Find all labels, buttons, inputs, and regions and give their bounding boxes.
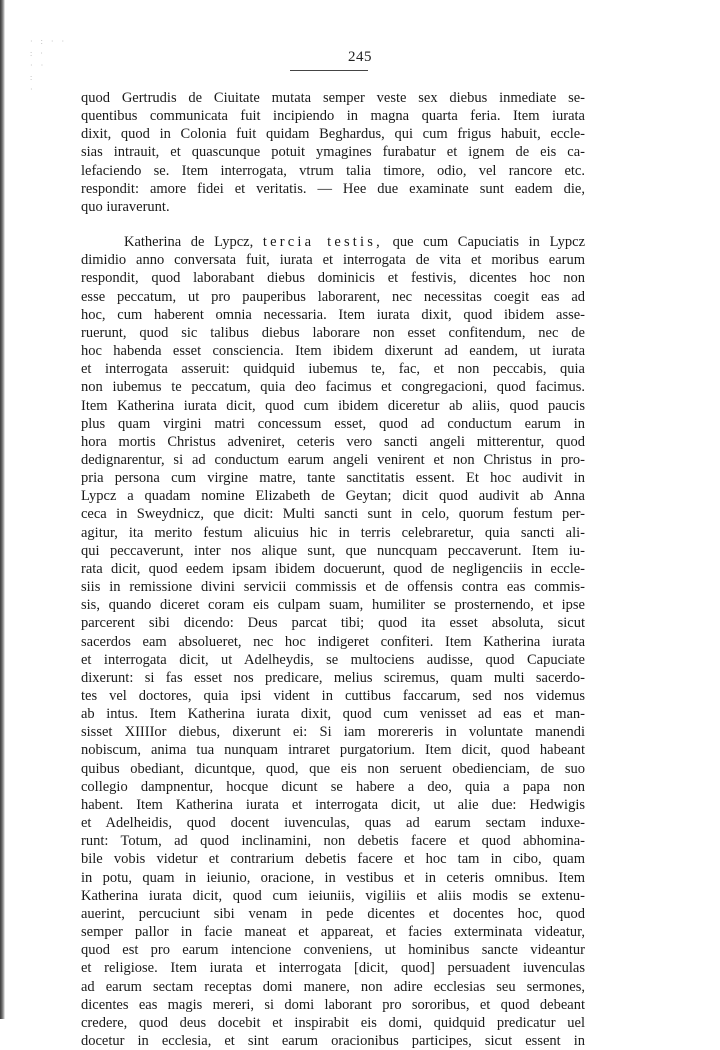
text-line: collegio dampnentur, hocque dicunt se habere a deo, quia a papa non <box>81 778 585 795</box>
text-line: quibus obediant, dicuntque, quod, que eis non seruent obedienciam, de suo <box>81 760 585 777</box>
text-line: hoc, cum haberent omnia necessaria. Item iurata dixit, quod ibidem asse- <box>81 306 585 323</box>
text-line: agitur, ita merito festum alicuius hic in terris celebraretur, quia sancti ali- <box>81 524 585 541</box>
text-line: credere, quod deus docebit et inspirabit eis domi, quidquid predicatur uel <box>81 1014 585 1031</box>
text-line: Katherina iurata dicit, quod cum ieiuniis, vigiliis et aliis modis se extenu- <box>81 887 585 904</box>
text-line: et interrogata asseruit: quidquid iubemus te, fac, et non peccabis, quia <box>81 361 585 378</box>
line-continuation: que cum Capuciatis in Lypcz <box>392 234 585 251</box>
text-line: hoc habenda esset consciencia. Item ibidem dixerunt ad eandem, ut iurata <box>81 343 585 360</box>
scan-edge-shadow <box>0 0 5 1019</box>
witness-designation: tercia testis, <box>262 234 383 251</box>
text-line: tes vel doctores, quia ipsi vident in cuttibus faccarum, sed nos videmus <box>81 688 585 704</box>
page-number: 245 <box>348 49 372 65</box>
text-line: Item Katherina iurata dicit, quod cum ibidem diceretur ab aliis, quod paucis <box>81 397 585 414</box>
text-line: rata dicit, quod eedem ipsam ibidem docuerunt, quod de negligenciis in eccle- <box>81 560 585 577</box>
text-line: hora mortis Christus adveniret, ceteris vero sancti angeli mitterentur, quod <box>81 433 585 450</box>
text-line: ab intus. Item Katherina iurata dixit, quod cum venisset ad eas et man- <box>81 706 585 723</box>
text-line: Lypcz a quadam nomine Elizabeth de Geytan; dicit quod audivit ab Anna <box>81 488 585 505</box>
text-line: parcerent sibi dicendo: Deus parcat tibi; quod ita esset absoluta, sicut <box>81 615 585 632</box>
text-line: sacerdos eam absolueret, nec hoc indigeret confiteri. Item Katherina iurata <box>81 633 585 650</box>
text-line: et religiose. Item iurata et interrogata [dicit, quod] persuadent iuvenculas <box>81 960 585 977</box>
paragraph-2 <box>81 233 585 1050</box>
witness-name: Katherina de Lypcz, <box>124 234 254 251</box>
text-line: et Adelheidis, quod docent iuvenculas, quas ad earum sectam induxe- <box>81 815 585 832</box>
text-line: semper pallor in facie maneat et appareat, et facies exterminata videatur, <box>81 924 585 941</box>
text-line: dixit, quod in Colonia fuit quidam Beghardus, qui cum frigus habuit, eccle- <box>81 126 585 143</box>
scan-noise-marks: · : · · : · · · : · <box>30 37 68 94</box>
text-line: dedignarentur, si ad conductum earum angeli venirent et non Christus in pro- <box>81 451 585 468</box>
body-text <box>81 89 585 1050</box>
text-line: sias intrauit, et quascunque potuit ymagines furabatur et ignem de eis ca- <box>81 144 585 161</box>
text-line: non iubemus te peccatum, quia deo facimus et congregacioni, quod facimus. <box>81 379 585 396</box>
text-line: plus quam virgini matri concessum esset, quod ad conductum earum in <box>81 415 585 432</box>
paragraph-1 <box>81 89 585 216</box>
text-line: quod est pro earum intencione conveniens, ut hominibus sancte videantur <box>81 942 585 959</box>
text-line: lefaciendo se. Item interrogata, vtrum talia timore, odio, vel rancore etc. <box>81 162 585 179</box>
text-line: siis in remissione divini servicii commissis et de offensis contra eas commis- <box>81 579 585 596</box>
text-line: ruerunt, quod sic talibus diebus laborare non esset confitendum, nec de <box>81 324 585 341</box>
text-line: dimidio anno conversata fuit, iurata et interrogata de vita et moribus earum <box>81 252 585 269</box>
text-line: ad earum sectam receptas domi manere, non adire ecclesias seu sermones, <box>81 978 585 995</box>
text-line: sis, quando diceret coram eis culpam suam, humiliter se prosternendo, et ipse <box>81 597 585 614</box>
text-line: respondit, quod laborabant diebus dominicis et festivis, dicentes hoc non <box>81 270 585 287</box>
text-line: in potu, quam in ieiunio, oracione, in vestibus et in ceteris omnibus. Item <box>81 869 585 886</box>
text-line: quod Gertrudis de Ciuitate mutata semper veste sex diebus inmediate se- <box>81 90 585 106</box>
text-line: sisset XIIIIor diebus, dixerunt ei: Si iam morereris in voluntate manendi <box>81 724 585 741</box>
paragraph-gap <box>81 216 585 233</box>
text-line: habent. Item Katherina iurata et interrogata dicit, ut alie due: Hedwigis <box>81 796 585 813</box>
text-line: quentibus communicata fuit incipiendo in magna quarta feria. Item iurata <box>81 108 585 125</box>
paragraph-2-first-line <box>81 233 585 251</box>
text-line: nobiscum, anima tua nunquam intraret purgatorium. Item dicit, quod habeant <box>81 742 585 759</box>
text-line: ceca in Sweydnicz, que dicit: Multi sancti sunt in celo, quorum festum per- <box>81 506 585 523</box>
text-line: bile vobis videtur et contrarium debetis facere et hoc tam in cibo, quam <box>81 851 585 868</box>
text-line: respondit: amore fidei et veritatis. — Hee due examinate sunt eadem die, <box>81 180 585 197</box>
text-line: esse peccatum, ut pro pauperibus laborarent, nec necessitas coegit eas ad <box>81 288 585 305</box>
text-line: runt: Totum, ad quod inclinamini, non debetis facere et quod abhomina- <box>81 833 585 850</box>
text-line: dicentes eas magis mereri, si domi laborant pro sororibus, et quod debeant <box>81 996 585 1013</box>
header-rule <box>290 70 368 71</box>
text-line: dixerunt: si fas esset nos predicare, melius sciremus, quam multi sacerdo- <box>81 669 585 686</box>
text-line: quo iuraverunt. <box>81 198 170 215</box>
text-line: auerint, percuciunt sibi venam in pede dicentes et docentes hoc, quod <box>81 905 585 922</box>
text-line: et interrogata dicit, ut Adelheydis, se multociens audisse, quod Capuciate <box>81 651 585 668</box>
text-line: pria persona cum virgine matre, tante sanctitatis essent. Et hoc audivit in <box>81 470 585 487</box>
text-line: qui peccaverunt, inter nos alique sunt, que nuncquam peccaverunt. Item iu- <box>81 542 585 559</box>
text-line: docetur in ecclesia, et sint earum oracionibus participes, sicut essent in <box>81 1032 585 1049</box>
